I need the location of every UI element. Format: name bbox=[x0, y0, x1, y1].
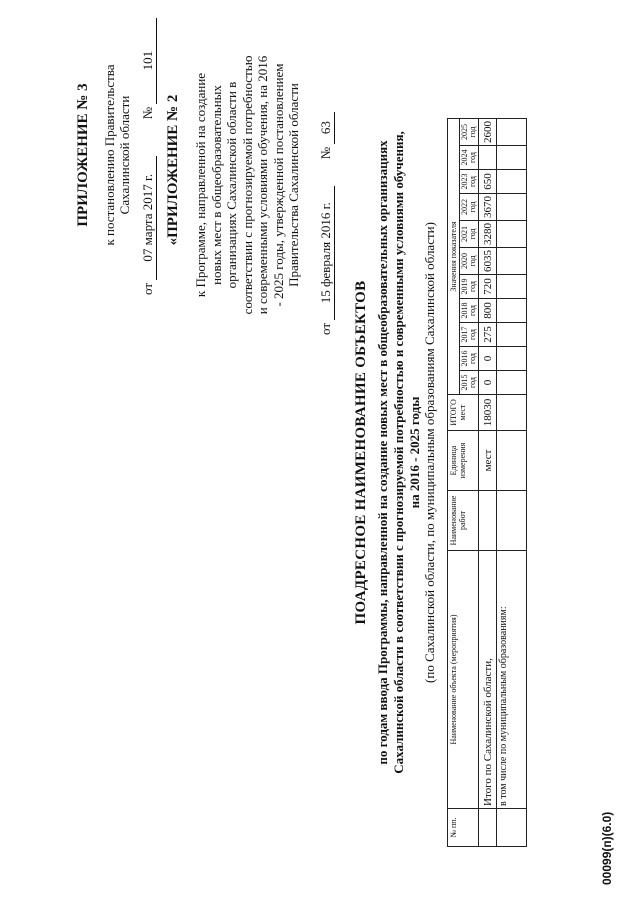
row-unit bbox=[497, 431, 527, 491]
row-value bbox=[497, 371, 527, 395]
row-value: 800 bbox=[479, 299, 497, 323]
table-row-municipal bbox=[497, 119, 527, 847]
program-line: к Программе, направленной на создание bbox=[193, 72, 208, 298]
appendix3-title: ПРИЛОЖЕНИЕ № 3 bbox=[75, 83, 91, 227]
subtitle-scope: (по Сахалинской области, по муниципальным образованиям Сахалинской области) bbox=[422, 222, 437, 683]
appendix3-line1: к постановлению Правительства bbox=[102, 64, 117, 246]
appendix3-line2: Сахалинской области bbox=[117, 95, 132, 215]
appendix3-date: 07 марта 2017 г. bbox=[140, 156, 157, 280]
row-value: 3670 bbox=[479, 194, 497, 221]
row-unit: мест bbox=[479, 431, 497, 491]
program-line: - 2025 годы, утвержденной постановлением bbox=[270, 63, 286, 307]
subtitle-line2: Сахалинской области в соответствии с прогнозируемой потребностью и современными условиями обучения, bbox=[391, 131, 406, 774]
year-header: 2023 год bbox=[460, 170, 479, 194]
program-description bbox=[193, 15, 302, 355]
row-value bbox=[497, 221, 527, 248]
program-line: и современными условиями обучения, на 2016 bbox=[255, 55, 270, 315]
year-header: 2022 год bbox=[460, 194, 479, 221]
row-value: 650 bbox=[479, 170, 497, 194]
appendix3-number: 101 bbox=[140, 18, 157, 104]
appendix2-title: «ПРИЛОЖЕНИЕ № 2 bbox=[165, 94, 181, 246]
row-value: 6035 bbox=[479, 248, 497, 275]
row-num bbox=[497, 809, 527, 847]
year-header: 2015 год bbox=[460, 371, 479, 395]
col-header-total: ИТОГО мест bbox=[448, 395, 479, 431]
objects-table bbox=[447, 118, 527, 847]
row-value bbox=[479, 146, 497, 170]
row-object-name: Итого по Сахалинской области, bbox=[479, 551, 497, 809]
year-header: 2016 год bbox=[460, 347, 479, 371]
row-value bbox=[497, 146, 527, 170]
program-line: Правительства Сахалинской области bbox=[286, 83, 301, 287]
appendix2-date: 15 февраля 2016 г. bbox=[318, 186, 335, 320]
row-value bbox=[497, 323, 527, 347]
row-value: 275 bbox=[479, 323, 497, 347]
row-value bbox=[497, 170, 527, 194]
row-value: 2600 bbox=[479, 119, 497, 146]
row-value: 0 bbox=[479, 371, 497, 395]
row-total bbox=[497, 395, 527, 431]
subtitle-line1: по годам ввода Программы, направленной на создание новых мест в общеобразовательных организациях bbox=[375, 140, 390, 765]
year-header: 2017 год bbox=[460, 323, 479, 347]
program-line: организациях Сахалинской области в bbox=[224, 81, 239, 289]
row-value bbox=[497, 119, 527, 146]
year-header: 2021 год bbox=[460, 221, 479, 248]
row-value: 720 bbox=[479, 275, 497, 299]
table-header-row bbox=[448, 119, 460, 847]
appendix3-date-row bbox=[140, 18, 157, 295]
appendix2-number: 63 bbox=[318, 112, 335, 144]
row-value bbox=[497, 275, 527, 299]
program-line: соответствии с прогнозируемой потребностью bbox=[239, 55, 255, 315]
col-header-num: № пп. bbox=[448, 809, 479, 847]
row-value: 0 bbox=[479, 347, 497, 371]
year-header: 2024 год bbox=[460, 146, 479, 170]
form-code: 00099(п)(6.0) bbox=[600, 811, 614, 885]
col-header-unit: Единица измерения bbox=[448, 431, 479, 491]
row-value bbox=[497, 299, 527, 323]
document-title: ПОАДРЕСНОЕ НАИМЕНОВАНИЕ ОБЪЕКТОВ bbox=[353, 280, 369, 625]
col-header-work-name: Наименование работ bbox=[448, 491, 479, 551]
year-header: 2019 год bbox=[460, 275, 479, 299]
row-value: 3280 bbox=[479, 221, 497, 248]
row-value bbox=[497, 347, 527, 371]
row-value bbox=[497, 248, 527, 275]
year-header: 2020 год bbox=[460, 248, 479, 275]
appendix2-no-label: № bbox=[318, 146, 333, 160]
row-work-name bbox=[497, 491, 527, 551]
subtitle-line3: на 2016 - 2025 годы bbox=[407, 396, 422, 509]
year-header: 2025 год bbox=[460, 119, 479, 146]
year-header: 2018 год bbox=[460, 299, 479, 323]
appendix3-from-label: от bbox=[140, 282, 155, 295]
program-line: новых мест в общеобразовательных bbox=[208, 85, 224, 285]
appendix2-date-row bbox=[318, 112, 335, 335]
table-row-total bbox=[479, 119, 497, 847]
col-header-values-group: Значения показателя bbox=[448, 119, 460, 395]
row-value bbox=[497, 194, 527, 221]
col-header-object-name: Наименование объекта (мероприятия) bbox=[448, 551, 479, 809]
appendix2-from-label: от bbox=[318, 322, 333, 335]
row-object-name: в том числе по муниципальным образованиям: bbox=[497, 551, 527, 809]
appendix3-no-label: № bbox=[140, 106, 155, 120]
row-num bbox=[479, 809, 497, 847]
row-total: 18030 bbox=[479, 395, 497, 431]
row-work-name bbox=[479, 491, 497, 551]
